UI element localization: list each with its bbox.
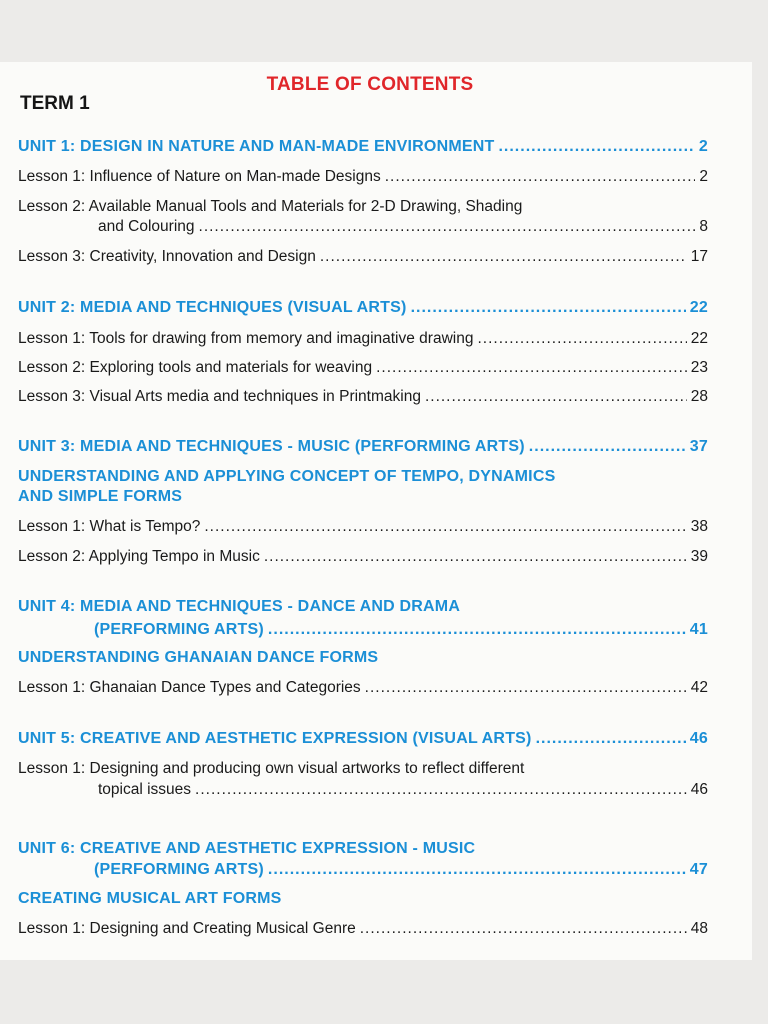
unit-2-title: UNIT 2: MEDIA AND TECHNIQUES (VISUAL ARTS) [18, 299, 407, 316]
unit-6-subheading: CREATING MUSICAL ART FORMS [18, 890, 282, 907]
unit-3-title: UNIT 3: MEDIA AND TECHNIQUES - MUSIC (PERFORMING ARTS) [18, 438, 525, 455]
unit-6-title-continued: (PERFORMING ARTS) [94, 861, 264, 878]
unit-4-lesson-1[interactable] [18, 679, 708, 697]
unit-3-lesson-1[interactable] [18, 518, 708, 536]
lesson-title: Lesson 3: Visual Arts media and techniques in Printmaking [18, 388, 421, 405]
lesson-title: Lesson 1: What is Tempo? [18, 518, 201, 535]
leader-dots [477, 330, 686, 348]
unit-4-title-continued: (PERFORMING ARTS) [94, 621, 264, 638]
unit-3-heading[interactable] [18, 438, 708, 456]
leader-dots [268, 621, 686, 639]
lesson-page: 38 [690, 518, 708, 535]
unit-1-lesson-1[interactable] [18, 168, 708, 186]
lesson-title: Lesson 1: Tools for drawing from memory and imaginative drawing [18, 330, 474, 347]
lesson-page: 22 [690, 330, 708, 347]
lesson-title-continued: topical issues [98, 781, 192, 798]
lesson-title: Lesson 2: Applying Tempo in Music [18, 548, 260, 565]
lesson-page: 42 [690, 679, 708, 696]
unit-5-lesson-1[interactable] [18, 781, 708, 799]
lesson-page: 8 [699, 218, 708, 235]
unit-6-heading-line-1[interactable]: UNIT 6: CREATIVE AND AESTHETIC EXPRESSION - MUSIC [18, 840, 476, 857]
unit-4-page: 41 [689, 621, 708, 638]
leader-dots [385, 168, 696, 186]
unit-5-title: UNIT 5: CREATIVE AND AESTHETIC EXPRESSION (VISUAL ARTS) [18, 730, 532, 747]
leader-dots [195, 781, 687, 799]
page-title: TABLE OF CONTENTS [266, 74, 474, 95]
unit-5-heading[interactable] [18, 730, 708, 748]
leader-dots [365, 679, 687, 697]
unit-5-lesson-1-line-1[interactable]: Lesson 1: Designing and producing own visual artworks to reflect different [18, 760, 525, 777]
unit-3-subheading-line-1: UNDERSTANDING AND APPLYING CONCEPT OF TEMPO, DYNAMICS [18, 468, 556, 485]
unit-2-lesson-1[interactable] [18, 330, 708, 348]
leader-dots [411, 299, 686, 317]
unit-6-page: 47 [689, 861, 708, 878]
unit-1-title: UNIT 1: DESIGN IN NATURE AND MAN-MADE ENVIRONMENT [18, 138, 495, 155]
lesson-page: 17 [690, 248, 708, 265]
lesson-title: Lesson 2: Exploring tools and materials for weaving [18, 359, 373, 376]
lesson-title: Lesson 1: Influence of Nature on Man-made Designs [18, 168, 381, 185]
lesson-title: Lesson 1: Ghanaian Dance Types and Categories [18, 679, 361, 696]
leader-dots [360, 920, 687, 938]
unit-2-lesson-2[interactable] [18, 359, 708, 377]
lesson-page: 46 [690, 781, 708, 798]
lesson-title: Lesson 1: Designing and Creating Musical Genre [18, 920, 356, 937]
unit-2-page: 22 [689, 299, 708, 316]
term-heading: TERM 1 [20, 93, 90, 114]
lesson-title-continued: and Colouring [98, 218, 195, 235]
unit-4-heading[interactable] [18, 621, 708, 639]
lesson-page: 48 [690, 920, 708, 937]
leader-dots [536, 730, 686, 748]
leader-dots [376, 359, 687, 377]
leader-dots [204, 518, 686, 536]
document-page [0, 62, 752, 960]
unit-4-subheading: UNDERSTANDING GHANAIAN DANCE FORMS [18, 649, 379, 666]
leader-dots [199, 218, 696, 236]
leader-dots [264, 548, 687, 566]
unit-2-lesson-3[interactable] [18, 388, 708, 406]
unit-6-heading[interactable] [18, 861, 708, 879]
lesson-title: Lesson 3: Creativity, Innovation and Design [18, 248, 316, 265]
unit-1-lesson-3[interactable] [18, 248, 708, 266]
unit-1-lesson-2[interactable] [18, 218, 708, 236]
lesson-page: 23 [690, 359, 708, 376]
unit-1-lesson-2-line-1[interactable]: Lesson 2: Available Manual Tools and Materials for 2-D Drawing, Shading [18, 198, 523, 215]
unit-6-lesson-1[interactable] [18, 920, 708, 938]
unit-3-subheading-line-2: AND SIMPLE FORMS [18, 488, 183, 505]
leader-dots [320, 248, 687, 266]
unit-3-page: 37 [689, 438, 708, 455]
lesson-page: 28 [690, 388, 708, 405]
leader-dots [268, 861, 686, 879]
leader-dots [529, 438, 686, 456]
unit-3-lesson-2[interactable] [18, 548, 708, 566]
leader-dots [425, 388, 687, 406]
unit-5-page: 46 [689, 730, 708, 747]
lesson-page: 2 [699, 168, 708, 185]
lesson-page: 39 [690, 548, 708, 565]
unit-4-heading-line-1[interactable]: UNIT 4: MEDIA AND TECHNIQUES - DANCE AND DRAMA [18, 598, 461, 615]
unit-1-page: 2 [698, 138, 708, 155]
unit-2-heading[interactable] [18, 299, 708, 317]
leader-dots [498, 138, 694, 156]
unit-1-heading[interactable] [18, 138, 708, 156]
